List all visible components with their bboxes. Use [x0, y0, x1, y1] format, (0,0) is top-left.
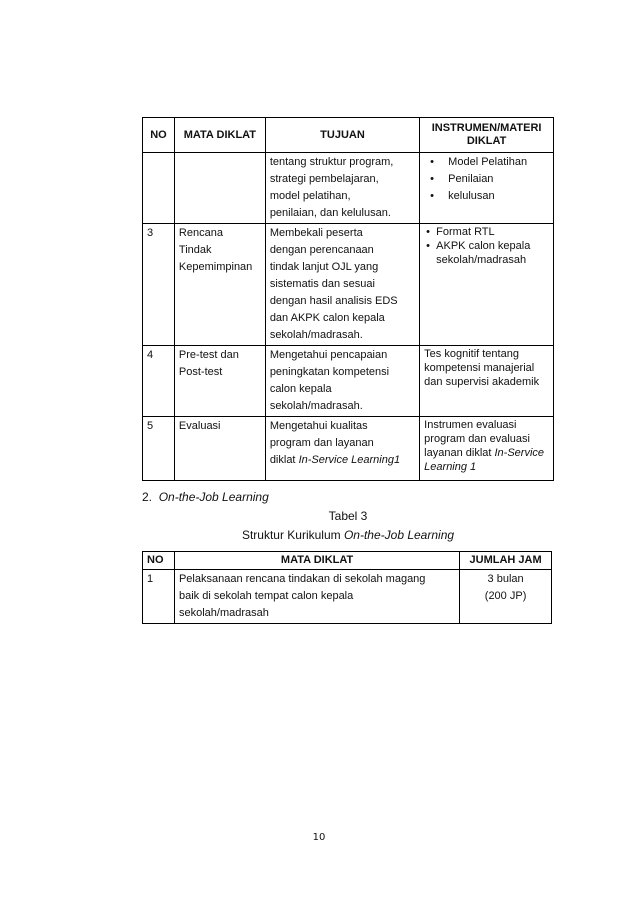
cell-tujuan	[265, 224, 419, 346]
cell-tujuan	[265, 346, 419, 417]
text-line: model pelatihan,	[269, 190, 351, 202]
text-line	[424, 446, 549, 460]
cell-instrumen	[420, 417, 554, 481]
cell-no: 5	[143, 417, 175, 481]
table-caption-label: Tabel 3	[328, 509, 368, 523]
header-no: NO	[143, 552, 175, 570]
cell-jumlah-jam	[460, 570, 552, 624]
text-line	[270, 452, 415, 469]
text-line: penilaian, dan kelulusan.	[269, 207, 391, 219]
text-line: kompetensi manajerial	[424, 362, 535, 374]
text-line: sekolah/madrasah	[178, 607, 269, 619]
cell-mata-diklat: Evaluasi	[174, 417, 265, 481]
italic-term: In-Service Learning1	[298, 454, 401, 466]
text-line: dan supervisi akademik	[424, 376, 540, 388]
header-mata-diklat: MATA DIKLAT	[174, 552, 459, 570]
text-line: tindak lanjut OJL yang	[269, 261, 379, 273]
text-line: Rencana	[178, 227, 223, 239]
table-header-row	[143, 552, 552, 570]
cell-mata-diklat	[174, 224, 265, 346]
text-line: peningkatan kompetensi	[269, 366, 390, 378]
cell-tujuan	[265, 417, 419, 481]
cell-no: 4	[143, 346, 175, 417]
text-line: dan AKPK calon kepala	[269, 312, 385, 324]
table-row	[143, 224, 554, 346]
table-row	[143, 417, 554, 481]
text-line: sekolah/madrasah.	[269, 400, 363, 412]
text-segment: diklat	[269, 454, 299, 466]
text-line: sekolah/madrasah.	[269, 329, 363, 341]
text-line: 3 bulan	[487, 573, 524, 585]
cell-mata-diklat	[174, 153, 265, 224]
cell-mata-diklat	[174, 346, 265, 417]
header-jumlah-jam: JUMLAH JAM	[460, 552, 552, 570]
bullet-list	[424, 225, 549, 267]
text-segment: layanan diklat	[424, 447, 495, 459]
caption-prefix: Struktur Kurikulum	[241, 528, 344, 542]
cell-no	[143, 153, 175, 224]
text-line: dengan perencanaan	[269, 244, 374, 256]
header-mata-diklat: MATA DIKLAT	[174, 118, 265, 153]
text-line: strategi pembelajaran,	[269, 173, 379, 185]
table-row	[143, 346, 554, 417]
text-line: Tindak	[178, 244, 212, 256]
text-line: program dan evaluasi	[424, 433, 530, 445]
text-line: program dan layanan	[269, 437, 374, 449]
cell-instrumen	[420, 224, 554, 346]
text-line: Mengetahui pencapaian	[269, 349, 388, 361]
curriculum-table-continued	[142, 117, 554, 481]
header-no: NO	[143, 118, 175, 153]
section-title: On-the-Job Learning	[158, 490, 269, 504]
text-line: tentang struktur program,	[269, 156, 394, 168]
text-line: baik di sekolah tempat calon kepala	[178, 590, 354, 602]
text-line: Mengetahui kualitas	[269, 420, 368, 432]
italic-term: In-Service	[494, 447, 545, 459]
cell-instrumen	[420, 153, 554, 224]
cell-tujuan	[265, 153, 419, 224]
text-line: calon kepala	[269, 383, 332, 395]
table-row	[143, 570, 552, 624]
list-item: • Format RTL	[424, 225, 549, 239]
list-item: • AKPK calon kepala sekolah/madrasah	[424, 239, 549, 267]
page-number: 10	[312, 832, 326, 843]
caption-italic-title: On-the-Job Learning	[343, 528, 455, 542]
list-item: • Model Pelatihan	[424, 154, 549, 171]
italic-term: Learning 1	[424, 461, 477, 473]
text-line: Kepemimpinan	[178, 261, 253, 273]
header-tujuan: TUJUAN	[265, 118, 419, 153]
text-line: Membekali peserta	[269, 227, 363, 239]
bullet-list	[424, 154, 549, 205]
text-line: Tes kognitif tentang	[424, 348, 519, 360]
table-caption-title	[142, 528, 554, 542]
cell-instrumen	[420, 346, 554, 417]
header-instrumen: INSTRUMEN/MATERI DIKLAT	[420, 118, 554, 153]
text-line: sistematis dan sesuai	[269, 278, 375, 290]
list-item: • Penilaian	[424, 171, 549, 188]
cell-mata-diklat	[174, 570, 459, 624]
text-line: Post-test	[178, 366, 223, 378]
text-line: Pre-test dan	[178, 349, 239, 361]
section-number: 2.	[142, 490, 153, 504]
text-line: (200 JP)	[484, 590, 527, 602]
table-header-row	[143, 118, 554, 153]
table-row	[143, 153, 554, 224]
section-heading	[142, 490, 269, 504]
cell-no: 1	[143, 570, 175, 624]
cell-no: 3	[143, 224, 175, 346]
text-line: Pelaksanaan rencana tindakan di sekolah magang	[178, 573, 426, 585]
list-item: • kelulusan	[424, 188, 549, 205]
ojl-curriculum-table	[142, 551, 552, 624]
text-line: Instrumen evaluasi	[424, 419, 517, 431]
text-line: dengan hasil analisis EDS	[269, 295, 398, 307]
